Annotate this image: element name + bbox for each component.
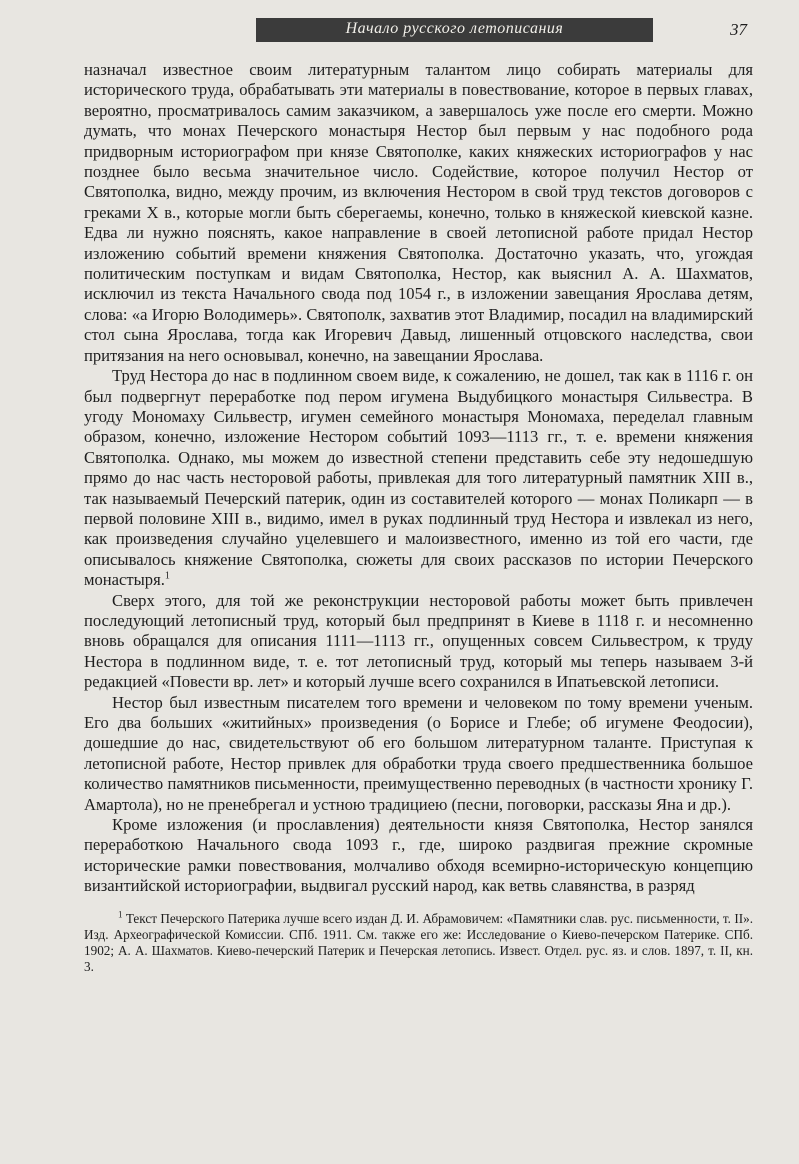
footnote-mark: 1 bbox=[118, 909, 123, 920]
paragraph bbox=[84, 815, 753, 897]
page-number: 37 bbox=[730, 20, 747, 39]
footnote-text: Текст Печерского Патерика лучше всего издан Д. И. Абрамовичем: «Памятники слав. рус. письменности, т. II». Изд. Археографической Комиссии. СПб. 1911. См. также его же: Исследование о Киево-печерском Патерике. СПб. 1902; А. А. Шахматов. Киево-печерский Патерик и Печерская летопись. Извест. Отдел. рус. яз. и слов. 1897, т. II, кн. 3. bbox=[84, 910, 754, 975]
paragraph bbox=[84, 591, 753, 693]
paragraph bbox=[84, 366, 753, 590]
paragraph bbox=[84, 60, 753, 366]
paragraph bbox=[84, 693, 753, 815]
paragraph-text: Кроме изложения (и прославления) деятельности князя Святополка, Нестор занялся переработкою Начального свода 1093 г., где, широко раздвигая прежние скромные исторические рамки повествования, молчаливо обходя всемирно-историческую концепцию византийской историографии, выдвигал русский народ, как ветвь славянства, в разряд bbox=[84, 815, 753, 896]
paragraph-text: назначал известное своим литературным талантом лицо собирать материалы для исторического труда, обрабатывать эти материалы в повествование, которое в первых главах, вероятно, просматривалось самим заказчиком, а завершалось уже после его смерти. Можно думать, что монах Печерского монастыря Нестор был первым у нас подобного рода придворным историографом при князе Святополке, каких княжеских историографов у нас позднее было весьма значительное число. Содействие, которое получил Нестор от Святополка, видно, между прочим, из включения Нестором в свой труд текстов договоров с греками X в., которые могли быть сберегаемы, конечно, только в княжеской киевской казне. Едва ли нужно пояснять, какое направление в своей летописной работе придал Нестор изложению событий времени княжения Святополка. Достаточно указать, что, угождая политическим поступкам и видам Святополка, Нестор, как выяснил А. А. Шахматов, исключил из текста Начального свода под 1054 г., в изложении завещания Ярослава детям, слова: «а Игорю Володимерь». Святополк, захватив этот Владимир, посадил на владимирский стол сына Ярослава, тогда как Игоревич Давыд, лишенный отцовского наследства, свои притязания на него основывал, конечно, на завещании Ярослава. bbox=[84, 60, 753, 365]
paragraph-text: Сверх этого, для той же реконструкции несторовой работы может быть привлечен последующий летописный труд, который был предпринят в Киеве в 1118 г. и несомненно вновь обращался для описания 1111—1113 гг., опущенных совсем Сильвестром, к труду Нестора в подлинном виде, т. е. тот летописный труд, который мы теперь называем 3-й редакцией «Повести вр. лет» и который лучше всего сохранился в Ипатьевской летописи. bbox=[84, 590, 753, 692]
paragraph-text: Труд Нестора до нас в подлинном своем виде, к сожалению, не дошел, так как в 1116 г. он был подвергнут переработке под пером игумена Выдубицкого монастыря Сильвестра. В угоду Мономаху Сильвестр, игумен семейного монастыря Мономаха, переделал главным образом, конечно, изложение Нестором событий 1093—1113 гг., т. е. времени княжения Святополка. Однако, мы можем до известной степени представить себе эту недошедшую прямо до нас часть несторовой работы, привлекая для того литературный памятник XIII в., так называемый Печерский патерик, один из составителей которого — монах Поликарп — в первой половине XIII в., видимо, имел в руках подлинный труд Нестора и извлекал из него, как произведения случайно уцелевшего и малоизвестного, именно из той его части, где описывалось княжение Святополка, сюжеты для своих рассказов по истории Печерского монастыря. bbox=[84, 366, 753, 590]
main-text bbox=[84, 60, 753, 897]
footnote-reference[interactable]: 1 bbox=[164, 570, 170, 582]
paragraph-text: Нестор был известным писателем того времени и человеком по тому времени ученым. Его два больших «житийных» произведения (о Борисе и Глебе; об игумене Феодосии), дошедшие до нас, свидетельствуют об его большом литературном таланте. Приступая к летописной работе, Нестор привлек для обработки труда своего предшественника большое количество памятников письменности, преимущественно переводных (в частности хронику Г. Амартола), но не пренебрегал и устною традициею (песни, поговорки, рассказы Яна и др.). bbox=[84, 692, 753, 814]
running-title: Начало русского летописания bbox=[345, 20, 564, 37]
footnote bbox=[84, 911, 753, 976]
running-header bbox=[84, 18, 753, 44]
